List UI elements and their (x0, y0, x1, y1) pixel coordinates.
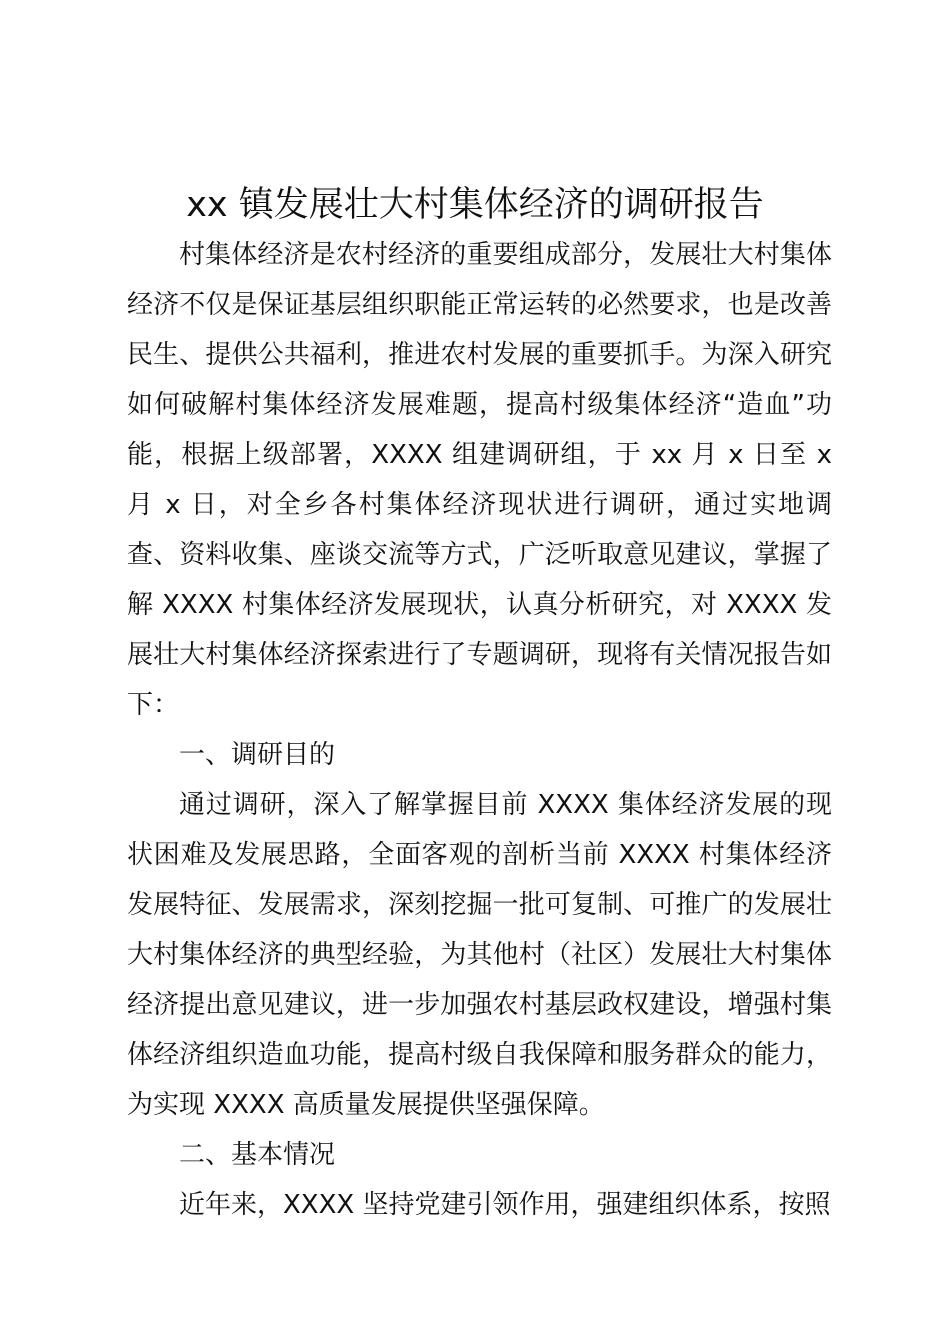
section-heading-basic-situation: 二、基本情况 (179, 1140, 336, 1170)
basic-situation-paragraph: 近年来，XXXX 坚持党建引领作用，强建组织体系，按照 (179, 1190, 831, 1220)
intro-paragraph: 村集体经济是农村经济的重要组成部分，发展壮大村集体经济不仅是保证基层组织职能正常运转的必然要求，也是改善民生、提供公共福利，推进农村发展的重要抓手。为深入研究如何破解村集体经济发展难题，提高村级集体经济“造血”功能，根据上级部署，XXXX 组建调研组，于 xx 月 x 日至 x 月 x 日，对全乡各村集体经济现状进行调研，通过实地调查、资料收集、座谈交流等方式，广泛听取意见建议，掌握了解 XXXX 村集体经济发展现状，认真分析研究，对 XXXX 发展壮大村集体经济探索进行了专题调研，现将有关情况报告如下： (127, 240, 832, 720)
purpose-paragraph: 通过调研，深入了解掌握目前 XXXX 集体经济发展的现状困难及发展思路，全面客观的剖析当前 XXXX 村集体经济发展特征、发展需求，深刻挖掘一批可复制、可推广的发展壮大村集体经济的典型经验，为其他村（社区）发展壮大村集体经济提出意见建议，进一步加强农村基层政权建设，增强村集体经济组织造血功能，提高村级自我保障和服务群众的能力，为实现 XXXX 高质量发展提供坚强保障。 (127, 790, 832, 1120)
document-body (127, 230, 832, 1230)
section-heading-purpose: 一、调研目的 (179, 740, 336, 770)
document-title: xx 镇发展壮大村集体经济的调研报告 (186, 185, 764, 225)
